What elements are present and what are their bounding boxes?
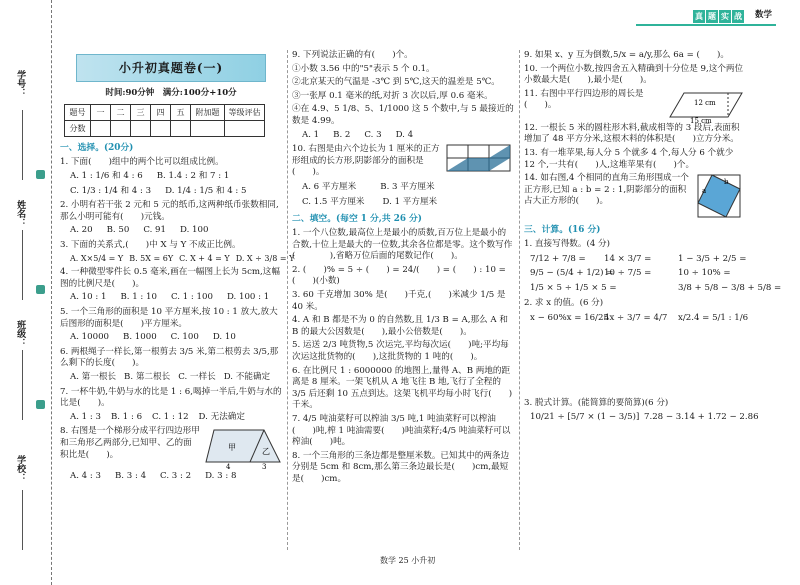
option[interactable]: A. 1 : 3 — [70, 411, 101, 422]
score-cell[interactable] — [171, 121, 191, 137]
section-heading: 三、计算。(16 分) — [524, 225, 601, 236]
option[interactable]: A. 6 平方厘米 — [302, 181, 357, 192]
calc-item: 4x ÷ 3/7 = 4/7 — [604, 313, 668, 323]
badge-char: 真 — [695, 11, 703, 21]
question-5: 5. 一个三角形的面积是 10 平方厘米,按 10 : 1 放大,放大后图形的面积是( )平方厘米。 — [60, 307, 278, 329]
calc-item: 7/12 + 7/8 = — [530, 253, 586, 264]
fill-question-9: 9. 如果 x、y 互为倒数,5/x = a/y,那么 6a = ( )。 — [524, 50, 729, 60]
calc-item: 14 × 3/7 = — [604, 253, 652, 264]
option[interactable]: B. 1 : 6 — [110, 411, 143, 422]
option[interactable]: B. 3 : 4 — [114, 471, 147, 482]
option[interactable]: B. 1000 — [123, 332, 157, 343]
option[interactable]: D. 100 — [180, 225, 209, 236]
calc-question-3: 3. 脱式计算。(能简算的要简算)(6 分) — [524, 397, 669, 408]
option[interactable]: A. 10000 — [70, 332, 110, 343]
column-divider — [519, 50, 520, 550]
option[interactable]: D. 3 : 8 — [205, 471, 237, 482]
score-table — [64, 104, 265, 137]
option[interactable]: A. 10 : 1 — [70, 292, 107, 303]
figure-length-a: 4 — [226, 463, 231, 471]
option[interactable]: A. 4 : 3 — [70, 471, 101, 482]
badge-char: 实 — [721, 11, 729, 21]
option[interactable]: D. 不能确定 — [223, 372, 271, 383]
score-cell[interactable] — [225, 121, 265, 137]
fill-question-3: 3. 60 千克增加 30% 是( )千克,( )米减少 1/5 是 40 米。 — [292, 289, 506, 312]
parallelogram-figure — [668, 89, 744, 123]
figure-length-b: 3 — [262, 463, 267, 471]
score-cell[interactable] — [191, 121, 225, 137]
column-divider — [287, 50, 288, 550]
option[interactable]: C. 3 — [364, 129, 382, 140]
binding-dot — [36, 285, 45, 294]
calc-row — [530, 253, 747, 266]
badge-char: 战 — [734, 11, 742, 21]
question-9: 9. 下列说法正确的有( )个。 — [292, 50, 413, 60]
fill-question-12: 12. 一根长 5 米的圆柱形木料,截成相等的 3 段后,表面积增加了 48 平方分米,这根木料的体积是( )立方分米。 — [524, 122, 740, 145]
option[interactable]: C. 一样长 — [178, 372, 216, 383]
option[interactable]: B. 第二根长 — [124, 372, 171, 383]
score-header: 五 — [171, 105, 191, 121]
calc-question-2: 2. 求 x 的值。(6 分) — [524, 298, 604, 309]
calc-item: 10 ÷ 10% = — [678, 268, 731, 279]
option[interactable]: D. X ÷ 3/8 = Y — [235, 253, 295, 263]
option[interactable]: D. 100 : 1 — [226, 292, 270, 303]
fill-question-1: 1. 一个八位数,最高位上是最小的质数,百万位上是最小的合数,十位上是最大的一位数,其余各位都是零。这个数写作( ),省略万位后面的尾数记作( )。 — [292, 228, 513, 262]
column-right — [524, 50, 782, 427]
option[interactable]: D. 10 — [212, 332, 236, 343]
calc-question-1: 1. 直接写得数。(4 分) — [524, 239, 610, 250]
question-8-block — [60, 426, 282, 470]
option[interactable]: B. 2 — [333, 129, 351, 140]
option[interactable]: C. 1.5 平方厘米 — [302, 196, 365, 207]
school-label: 学校： — [15, 455, 26, 482]
class-label: 班级： — [15, 320, 26, 347]
name-label: 姓名： — [15, 200, 26, 227]
question-6-options — [70, 372, 282, 384]
option[interactable]: A. 1 — [302, 129, 320, 140]
option[interactable]: D. 4 — [395, 129, 414, 140]
question-10-block — [292, 144, 514, 181]
fill-question-5: 5. 运送 2/3 吨货物,5 次运完,平均每次运( )吨;平均每次运这批货物的( ),这批货物的 1 吨的( )。 — [292, 340, 509, 362]
answer-space[interactable] — [524, 328, 744, 398]
calc-item: 9/5 − (5/4 + 1/2) = — [530, 268, 614, 279]
option[interactable]: C. 1/3 : 1/4 和 4 : 3 — [70, 185, 152, 196]
calc-row — [530, 412, 759, 424]
score-header: 题号 — [65, 105, 91, 121]
question-9-item: ③一张厚 0.1 毫米的纸,对折 3 次以后,厚 0.6 毫米。 — [292, 90, 493, 101]
score-header: 附加题 — [191, 105, 225, 121]
fill-question-11-block — [524, 89, 744, 123]
question-4: 4. 一种微型零件长 0.5 毫米,画在一幅图上长为 5cm,这幅图的比例尺是( )。 — [60, 267, 280, 289]
question-6: 6. 两根绳子一样长,第一根剪去 3/5 米,第二根剪去 3/5,那么剩下的长度( )。 — [60, 346, 279, 369]
question-4-options — [70, 292, 282, 304]
fill-question-4: 4. A 和 B 都是不为 0 的自然数,且 1/3 B = A,那么 A 和 B 的最大公因数是( ),最小公倍数是( )。 — [292, 315, 508, 337]
question-8-options — [70, 471, 282, 483]
question-1-options — [70, 186, 282, 198]
figure-label-a: a — [702, 187, 707, 196]
calc-item: 10 ÷ 7/5 = — [604, 268, 652, 279]
option[interactable]: C. 1 : 100 — [170, 292, 213, 303]
option[interactable]: A. 第一根长 — [70, 372, 117, 383]
fill-question-11: 11. 右图中平行四边形的周长是( )。 — [524, 88, 644, 111]
name-line — [22, 230, 23, 300]
student-number-label: 学号： — [15, 70, 26, 97]
grid-rectangle-figure — [446, 144, 512, 174]
school-line — [22, 490, 23, 550]
question-9-item: ②北京某天的气温是 -3℃ 到 5℃,这天的温差是 5℃。 — [292, 77, 500, 88]
calc-item — [604, 283, 668, 295]
exam-title: 小升初真题卷(一) — [76, 54, 266, 82]
question-10-options — [302, 197, 514, 209]
question-10: 10. 右图是由六个边长为 1 厘米的正方形组成的长方形,阴影部分的面积是( )。 — [292, 144, 440, 178]
section-heading: 一、选择。(20分) — [60, 143, 134, 154]
question-7: 7. 一杯牛奶,牛奶与水的比是 1 : 6,喝掉一半后,牛奶与水的比是( )。 — [60, 386, 282, 409]
square-figure — [696, 173, 742, 219]
score-row-label: 分数 — [65, 121, 91, 137]
question-9-item: ①小数 3.56 中的"5"表示 5 个 0.1。 — [292, 63, 435, 74]
fill-question-10: 10. 一个两位小数,按四舍五入精确到十分位是 9,这个两位小数最大是( ),最小是( )。 — [524, 63, 744, 86]
option[interactable]: C. 91 — [143, 225, 166, 236]
option[interactable]: C. 1 : 12 — [152, 411, 189, 422]
section-heading: 二、填空。(每空 1 分,共 26 分) — [292, 214, 422, 225]
fill-question-14-block — [524, 173, 744, 219]
calc-item: x − 60%x = 16/25 — [530, 313, 609, 323]
fill-question-6: 6. 在比例尺 1 : 6000000 的地图上,量得 A、B 两地的距离是 8 厘米。一架飞机从 A 地飞往 B 地,飞行了全程的 3/5 后还剩 10 五点到达。这架飞机平均每小时飞行( )千米。 — [292, 365, 513, 411]
score-cell[interactable] — [91, 121, 111, 137]
question-1: 1. 下面( )组中的两个比可以组成比例。 — [60, 157, 224, 168]
question-3: 3. 下面的关系式,( )中 X 与 Y 不成正比例。 — [60, 239, 241, 250]
option[interactable]: B. 1 : 10 — [120, 292, 157, 303]
option[interactable]: B. 50 — [106, 225, 130, 236]
score-cell[interactable] — [151, 121, 171, 137]
calc-item: 3/8 + 5/8 − 3/8 + 5/8 = — [678, 282, 782, 293]
binding-margin — [0, 0, 52, 585]
column-middle — [292, 50, 514, 487]
calc-row — [530, 268, 744, 280]
binding-dot — [36, 170, 45, 179]
time-score-line: 时间:90分钟 满分:100分+10分 — [105, 88, 237, 98]
option[interactable]: D. 1/4 : 1/5 和 4 : 5 — [165, 185, 247, 196]
binding-dot — [36, 400, 45, 409]
question-5-options — [70, 332, 282, 344]
option[interactable]: A. 1 : 1/6 和 4 : 6 — [70, 170, 143, 181]
question-2-options — [70, 225, 282, 237]
score-header: 三 — [131, 105, 151, 121]
option[interactable]: A. 20 — [70, 225, 93, 236]
question-1-options — [70, 171, 282, 183]
question-2: 2. 小明有若干张 2 元和 5 元的纸币,这两种纸币张数相同,那么小明可能有( )元钱。 — [60, 200, 279, 222]
calc-item: x/2.4 = 5/1 : 1/6 — [678, 313, 749, 323]
header-subject: 数学 — [754, 10, 772, 20]
question-3-options — [70, 253, 295, 265]
score-cell[interactable] — [131, 121, 151, 137]
question-7-options — [70, 412, 282, 424]
option[interactable]: A. X×5/4 = Y — [70, 253, 124, 263]
figure-label-yi: 乙 — [262, 447, 270, 457]
header-rule — [636, 24, 776, 26]
student-number-line — [22, 110, 23, 180]
header-badge — [693, 10, 744, 23]
calc-item: 10/21 ÷ [5/7 × (1 − 3/5)] — [530, 412, 640, 423]
option[interactable]: C. X + 4 = Y — [179, 253, 230, 263]
option[interactable]: C. 100 — [170, 332, 199, 343]
calc-item: 1/5 × 5 ÷ 1/5 × 5 = — [530, 282, 617, 293]
badge-char: 题 — [708, 11, 716, 21]
calc-row — [530, 313, 749, 325]
question-9-item: ④在 4.9、5 1/8、5、1/1000 这 5 个数中,与 5 最接近的数是 4.99。 — [292, 104, 514, 126]
score-header: 四 — [151, 105, 171, 121]
figure-length-12cm: 12 cm — [694, 98, 716, 107]
fill-question-7: 7. 4/5 吨油菜籽可以榨油 3/5 吨,1 吨油菜籽可以榨油( )吨,榨 1 吨油需要( )吨油菜籽;4/5 吨油菜籽可以榨油( )吨。 — [292, 413, 511, 448]
score-cell[interactable] — [111, 121, 131, 137]
fill-question-8: 8. 一个三角形的三条边都是整厘米数。已知其中的两条边分别是 5cm 和 8cm,那么第三条边最长是( )cm,最短是( )cm。 — [292, 450, 510, 484]
trapezoid-figure — [204, 426, 282, 470]
question-10-options — [302, 182, 514, 194]
fill-question-14: 14. 如右图,4 个相同的直角三角形围成一个正方形,已知 a : b = 2 : 1,阴影部分的面积占大正方形的( )。 — [524, 173, 689, 207]
figure-length-15cm: 15 cm — [690, 116, 712, 123]
option[interactable]: B. 1.4 : 2 和 7 : 1 — [156, 170, 230, 181]
option[interactable]: B. 3 平方厘米 — [380, 181, 435, 192]
calc-row — [530, 282, 782, 295]
column-left — [60, 50, 295, 486]
option[interactable]: B. 5X = 6Y — [129, 253, 174, 263]
score-header: 二 — [111, 105, 131, 121]
page-footer: 数学 25 小升初 — [380, 556, 436, 565]
score-header: 一 — [91, 105, 111, 121]
fill-question-13: 13. 有一堆苹果,每人分 5 个就多 4 个,每人分 6 个就少 12 个,一共有( )人,这堆苹果有( )个。 — [524, 147, 734, 170]
option[interactable]: C. 3 : 2 — [160, 471, 192, 482]
fill-question-2: 2. ( )% = 5 ÷ ( ) = 24/( ) = ( ) : 10 = ( )(小数) — [292, 264, 506, 287]
question-9-options — [302, 130, 514, 142]
question-8: 8. 右图是一个梯形分成平行四边形甲和三角形乙两部分,已知甲、乙的面积比是( )。 — [60, 426, 200, 460]
figure-label-b: b — [724, 178, 729, 187]
calc-item: 1 − 3/5 + 2/5 = — [678, 253, 747, 264]
score-header: 等级评估 — [225, 105, 265, 121]
figure-label-jia: 甲 — [228, 443, 236, 453]
class-line — [22, 350, 23, 420]
calc-item: 7.28 − 3.14 + 1.72 − 2.86 — [644, 412, 759, 423]
option[interactable]: D. 1 平方厘米 — [382, 196, 438, 207]
option[interactable]: D. 无法确定 — [198, 411, 245, 422]
